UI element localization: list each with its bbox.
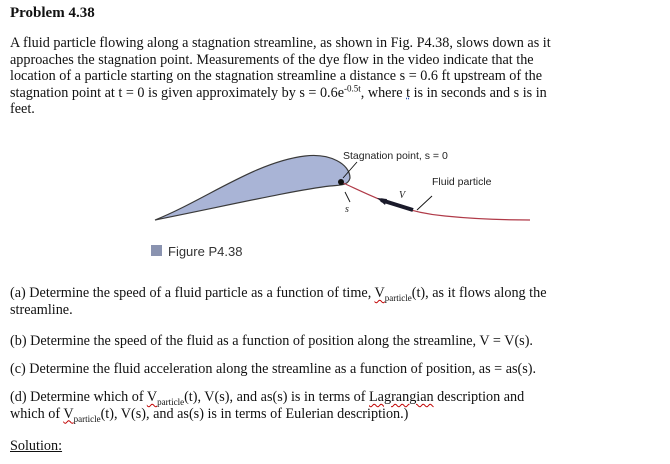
lagrangian-term: Lagrangian <box>369 389 434 405</box>
solution-heading: Solution: <box>10 438 63 454</box>
statement-line: location of a particle starting on the stagnation streamline a distance s = 0.6 ft upstream of the <box>10 68 542 85</box>
statement-text: is in seconds and s is in <box>410 84 547 101</box>
statement-line: A fluid particle flowing along a stagnation streamline, as shown in Fig. P4.38, slows down as it <box>10 35 551 51</box>
stagnation-label: Stagnation point, s = 0 <box>343 150 448 162</box>
v-symbol: V <box>63 405 74 422</box>
question-line: streamline. <box>10 301 73 318</box>
statement-line <box>10 85 650 102</box>
statement-line: approaches the stagnation point. Measurements of the dye flow in the video indicate that the <box>10 51 534 68</box>
time-variable: t <box>406 84 411 101</box>
question-line <box>10 389 650 406</box>
particle-leader <box>417 196 432 210</box>
question-text: which of <box>10 405 64 422</box>
question-text: (d) Determine which of <box>10 389 147 405</box>
velocity-arrowhead <box>377 198 387 205</box>
v-symbol: V <box>146 389 158 405</box>
v-symbol: V <box>374 285 385 301</box>
stagnation-point-dot <box>338 179 344 185</box>
question-text: (t), V(s), and as(s) is in terms of Eulerian description.) <box>100 405 409 422</box>
particle-subscript: particle <box>384 292 412 303</box>
problem-title: Problem 4.38 <box>10 5 95 21</box>
v-label: V <box>399 190 406 201</box>
question-c: (c) Determine the fluid acceleration along the streamline as a function of position, as = as(s). <box>10 361 537 377</box>
particle-subscript: particle <box>73 413 101 424</box>
question-d <box>10 389 650 422</box>
statement-line: feet. <box>10 101 35 118</box>
question-b: (b) Determine the speed of the fluid as a function of position along the streamline, V = V(s). <box>10 333 533 349</box>
figure-caption: Figure P4.38 <box>168 244 243 259</box>
question-text: (t), V(s), and as(s) is in terms of <box>184 389 370 405</box>
caption-box <box>151 245 162 256</box>
particle-subscript: particle <box>157 396 185 407</box>
question-line <box>10 406 650 423</box>
exponent: -0.5t <box>344 83 361 94</box>
question-text: (t), as it flows along the <box>411 285 547 301</box>
statement-text: , where <box>360 84 407 101</box>
question-text: description and <box>433 389 525 405</box>
question-line <box>10 285 650 302</box>
question-a <box>10 285 650 318</box>
airfoil-shape <box>155 156 350 220</box>
v-particle <box>147 389 184 405</box>
figure-p4-38 <box>145 140 535 270</box>
problem-statement <box>10 35 650 118</box>
particle-label: Fluid particle <box>432 176 492 188</box>
s-distance-line <box>345 192 350 202</box>
s-label: s <box>345 204 349 215</box>
figure-diagram <box>145 140 535 270</box>
v-particle <box>375 285 412 301</box>
statement-text: stagnation point at t = 0 is given approximately by s = 0.6e <box>10 84 344 101</box>
question-text: (a) Determine the speed of a fluid particle as a function of time, <box>10 285 375 301</box>
v-particle <box>63 406 100 422</box>
